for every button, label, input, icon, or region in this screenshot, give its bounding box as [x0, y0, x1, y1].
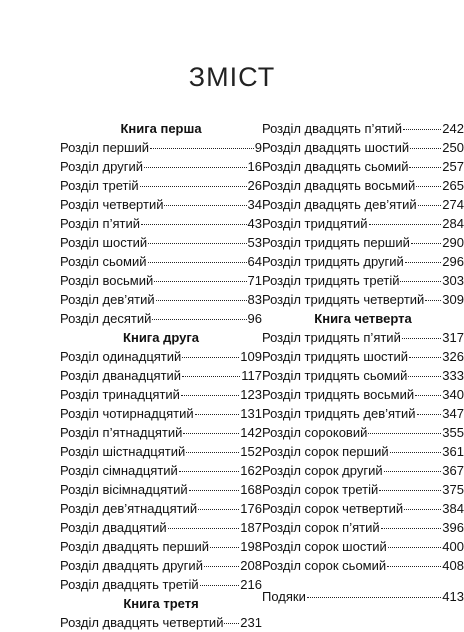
toc-entry-label: Розділ сорок перший	[262, 444, 389, 459]
toc-entry[interactable]	[262, 556, 464, 575]
toc-entry-label: Розділ двадцять четвертий	[60, 615, 224, 630]
toc-entry-page: 303	[442, 273, 464, 288]
toc-right-column	[262, 119, 464, 606]
toc-entry-page: 284	[442, 216, 464, 231]
toc-entry-page: 242	[442, 121, 464, 136]
toc-entry-page: 187	[240, 520, 262, 535]
book-heading: Книга друга	[123, 330, 199, 345]
toc-entry-page: 83	[247, 292, 262, 307]
leader-dots	[368, 433, 441, 434]
toc-entry[interactable]	[60, 214, 262, 233]
toc-entry-page: 340	[442, 387, 464, 402]
leader-dots	[148, 243, 246, 244]
toc-entry[interactable]	[60, 385, 262, 404]
leader-dots	[182, 376, 240, 377]
leader-dots	[415, 395, 441, 396]
page-title: ЗМІСТ	[188, 62, 276, 92]
toc-entry[interactable]	[262, 233, 464, 252]
toc-entry[interactable]	[262, 537, 464, 556]
toc-entry-label: Розділ одинадцятий	[60, 349, 182, 364]
leader-dots	[404, 509, 441, 510]
toc-entry[interactable]	[262, 461, 464, 480]
toc-entry-page: 53	[247, 235, 262, 250]
toc-entry-page: 43	[247, 216, 262, 231]
book-3-continued-list	[262, 119, 464, 309]
toc-entry[interactable]	[262, 290, 464, 309]
toc-entry-page: 326	[442, 349, 464, 364]
toc-entry-label: Розділ сімнадцятий	[60, 463, 178, 478]
leader-dots	[400, 281, 441, 282]
toc-entry-label: Розділ шостий	[60, 235, 148, 250]
toc-entry-label: Розділ тридцятий	[262, 216, 368, 231]
leader-dots	[186, 452, 239, 453]
toc-entry-page: 396	[442, 520, 464, 535]
leader-dots	[200, 585, 240, 586]
toc-entry-page: 250	[442, 140, 464, 155]
leader-dots	[195, 414, 240, 415]
toc-entry-label: Розділ тридцять другий	[262, 254, 404, 269]
toc-entry[interactable]	[262, 214, 464, 233]
leader-dots	[384, 471, 442, 472]
toc-entry-label: Розділ двадцять сьомий	[262, 159, 409, 174]
toc-entry-label: Розділ тридцять п’ятий	[262, 330, 401, 345]
leader-dots	[410, 148, 441, 149]
toc-entry-label: Розділ двадцятий	[60, 520, 167, 535]
toc-entry-label: Розділ шістнадцятий	[60, 444, 186, 459]
toc-entry-page: 26	[247, 178, 262, 193]
toc-entry-page: 168	[240, 482, 262, 497]
leader-dots	[164, 205, 246, 206]
toc-entry-page: 34	[247, 197, 262, 212]
leader-dots	[156, 300, 247, 301]
toc-entry-page: 257	[442, 159, 464, 174]
toc-entry-page: 400	[442, 539, 464, 554]
toc-entry-label: Розділ чотирнадцятий	[60, 406, 194, 421]
toc-entry[interactable]	[262, 499, 464, 518]
leader-dots	[418, 205, 442, 206]
leader-dots	[369, 224, 442, 225]
leader-dots	[150, 148, 254, 149]
leader-dots	[144, 167, 247, 168]
toc-entry-page: 408	[442, 558, 464, 573]
leader-dots	[154, 281, 246, 282]
toc-entry[interactable]	[60, 480, 262, 499]
toc-entry-page: 375	[442, 482, 464, 497]
toc-entry[interactable]	[60, 518, 262, 537]
toc-entry[interactable]	[262, 271, 464, 290]
toc-entry-label: Розділ тридцять четвертий	[262, 292, 425, 307]
leader-dots	[181, 395, 239, 396]
leader-dots	[307, 597, 441, 598]
toc-entry-label: Розділ тридцять дев’ятий	[262, 406, 416, 421]
leader-dots	[152, 319, 246, 320]
toc-entry[interactable]	[60, 366, 262, 385]
toc-entry-page: 123	[240, 387, 262, 402]
leader-dots	[411, 243, 441, 244]
toc-entry-label: Подяки	[262, 589, 306, 604]
book-heading: Книга четверта	[314, 311, 412, 326]
toc-entry-acknowledgements[interactable]	[262, 587, 464, 606]
toc-entry-label: Розділ дев’ятнадцятий	[60, 501, 198, 516]
toc-entry-label: Розділ двадцять перший	[60, 539, 209, 554]
leader-dots	[204, 566, 239, 567]
toc-entry-label: Розділ сорок сьомий	[262, 558, 387, 573]
toc-entry-page: 96	[247, 311, 262, 326]
toc-entry[interactable]	[262, 119, 464, 138]
toc-entry-page: 333	[442, 368, 464, 383]
toc-entry-page: 109	[240, 349, 262, 364]
toc-entry-page: 361	[442, 444, 464, 459]
toc-entry-label: Розділ четвертий	[60, 197, 164, 212]
toc-entry-label: Розділ тридцять шостий	[262, 349, 409, 364]
leader-dots	[179, 471, 239, 472]
leader-dots	[408, 376, 441, 377]
book-4-list	[262, 328, 464, 575]
leader-dots	[409, 357, 441, 358]
toc-entry[interactable]	[60, 290, 262, 309]
toc-entry-page: 198	[240, 539, 262, 554]
book-heading: Книга третя	[123, 596, 199, 611]
toc-entry-label: Розділ сорок п’ятий	[262, 520, 380, 535]
toc-entry-page: 290	[442, 235, 464, 250]
toc-entry[interactable]	[60, 613, 262, 632]
toc-entry-page: 413	[442, 589, 464, 604]
toc-entry[interactable]	[262, 195, 464, 214]
book-2-list	[60, 347, 262, 594]
toc-entry-page: 216	[240, 577, 262, 592]
toc-entry-page: 162	[240, 463, 262, 478]
leader-dots	[416, 186, 441, 187]
toc-entry-label: Розділ п’ятий	[60, 216, 140, 231]
toc-entry[interactable]	[60, 404, 262, 423]
toc-entry[interactable]	[60, 252, 262, 271]
leader-dots	[182, 357, 239, 358]
toc-entry-page: 265	[442, 178, 464, 193]
toc-entry-label: Розділ сороковий	[262, 425, 368, 440]
leader-dots	[425, 300, 441, 301]
spacer	[262, 575, 464, 587]
toc-entry[interactable]	[60, 556, 262, 575]
leader-dots	[183, 433, 239, 434]
toc-entry[interactable]	[60, 347, 262, 366]
toc-entry[interactable]	[262, 347, 464, 366]
toc-entry-label: Розділ п’ятнадцятий	[60, 425, 183, 440]
toc-entry[interactable]	[262, 328, 464, 347]
toc-entry[interactable]	[60, 575, 262, 594]
toc-entry-page: 176	[240, 501, 262, 516]
toc-entry-label: Розділ двадцять шостий	[262, 140, 410, 155]
leader-dots	[379, 490, 441, 491]
toc-entry-label: Розділ тридцять перший	[262, 235, 410, 250]
toc-entry-label: Розділ вісімнадцятий	[60, 482, 188, 497]
toc-entry[interactable]	[60, 138, 262, 157]
toc-entry-label: Розділ двадцять восьмий	[262, 178, 416, 193]
toc-entry[interactable]	[60, 271, 262, 290]
toc-entry[interactable]	[262, 442, 464, 461]
leader-dots	[409, 167, 441, 168]
toc-entry-label: Розділ сорок другий	[262, 463, 383, 478]
toc-entry-page: 347	[442, 406, 464, 421]
toc-entry-label: Розділ дванадцятий	[60, 368, 182, 383]
toc-entry-page: 152	[240, 444, 262, 459]
leader-dots	[148, 262, 247, 263]
toc-entry[interactable]	[262, 423, 464, 442]
leader-dots	[388, 547, 441, 548]
toc-entry[interactable]	[60, 461, 262, 480]
toc-entry[interactable]	[262, 385, 464, 404]
toc-entry-page: 309	[442, 292, 464, 307]
leader-dots	[381, 528, 442, 529]
toc-entry-label: Розділ дев’ятий	[60, 292, 155, 307]
leader-dots	[224, 623, 239, 624]
toc-entry[interactable]	[60, 309, 262, 328]
toc-entry-label: Розділ десятий	[60, 311, 152, 326]
toc-entry-page: 9	[254, 140, 262, 155]
toc-entry[interactable]	[60, 423, 262, 442]
toc-entry-label: Розділ тридцять третій	[262, 273, 400, 288]
toc-entry-label: Розділ другий	[60, 159, 143, 174]
toc-entry-page: 296	[442, 254, 464, 269]
toc-entry-page: 208	[240, 558, 262, 573]
toc-entry[interactable]	[262, 138, 464, 157]
toc-entry[interactable]	[262, 157, 464, 176]
toc-entry-label: Розділ двадцять другий	[60, 558, 203, 573]
toc-entry[interactable]	[262, 404, 464, 423]
book-3-list	[60, 613, 262, 632]
toc-entry-label: Розділ двадцять третій	[60, 577, 199, 592]
leader-dots	[390, 452, 442, 453]
toc-entry[interactable]	[60, 195, 262, 214]
toc-entry-label: Розділ тринадцятий	[60, 387, 180, 402]
toc-entry-page: 355	[442, 425, 464, 440]
toc-entry-page: 117	[241, 368, 262, 383]
toc-entry-page: 71	[247, 273, 262, 288]
leader-dots	[403, 129, 441, 130]
leader-dots	[402, 338, 441, 339]
toc-entry-page: 16	[247, 159, 262, 174]
toc-entry-label: Розділ восьмий	[60, 273, 154, 288]
leader-dots	[387, 566, 441, 567]
leader-dots	[198, 509, 239, 510]
toc-entry[interactable]	[60, 233, 262, 252]
toc-entry[interactable]	[60, 499, 262, 518]
toc-left-column	[60, 119, 262, 632]
leader-dots	[405, 262, 441, 263]
toc-entry-label: Розділ тридцять восьмий	[262, 387, 415, 402]
toc-entry-label: Розділ сорок третій	[262, 482, 379, 497]
toc-entry[interactable]	[262, 480, 464, 499]
toc-entry[interactable]	[262, 366, 464, 385]
toc-entry-page: 131	[240, 406, 262, 421]
toc-entry-label: Розділ сорок шостий	[262, 539, 387, 554]
leader-dots	[140, 186, 247, 187]
toc-entry-page: 367	[442, 463, 464, 478]
toc-entry-page: 384	[442, 501, 464, 516]
toc-entry-page: 142	[240, 425, 262, 440]
toc-entry-label: Розділ третій	[60, 178, 139, 193]
toc-entry-label: Розділ сьомий	[60, 254, 147, 269]
leader-dots	[141, 224, 247, 225]
book-heading: Книга перша	[120, 121, 202, 136]
toc-entry[interactable]	[60, 537, 262, 556]
toc-entry[interactable]	[60, 442, 262, 461]
toc-entry[interactable]	[60, 157, 262, 176]
toc-entry-label: Розділ сорок четвертий	[262, 501, 404, 516]
toc-entry-page: 274	[442, 197, 464, 212]
book-1-list	[60, 138, 262, 328]
leader-dots	[189, 490, 240, 491]
toc-entry-label: Розділ перший	[60, 140, 149, 155]
leader-dots	[417, 414, 442, 415]
toc-entry[interactable]	[60, 176, 262, 195]
toc-entry[interactable]	[262, 252, 464, 271]
toc-entry-label: Розділ тридцять сьомий	[262, 368, 408, 383]
toc-entry-label: Розділ двадцять дев’ятий	[262, 197, 417, 212]
toc-entry-page: 231	[240, 615, 262, 630]
toc-entry-page: 317	[442, 330, 464, 345]
toc-entry-label: Розділ двадцять п’ятий	[262, 121, 402, 136]
leader-dots	[210, 547, 239, 548]
leader-dots	[168, 528, 240, 529]
toc-entry[interactable]	[262, 518, 464, 537]
toc-entry-page: 64	[247, 254, 262, 269]
toc-entry[interactable]	[262, 176, 464, 195]
